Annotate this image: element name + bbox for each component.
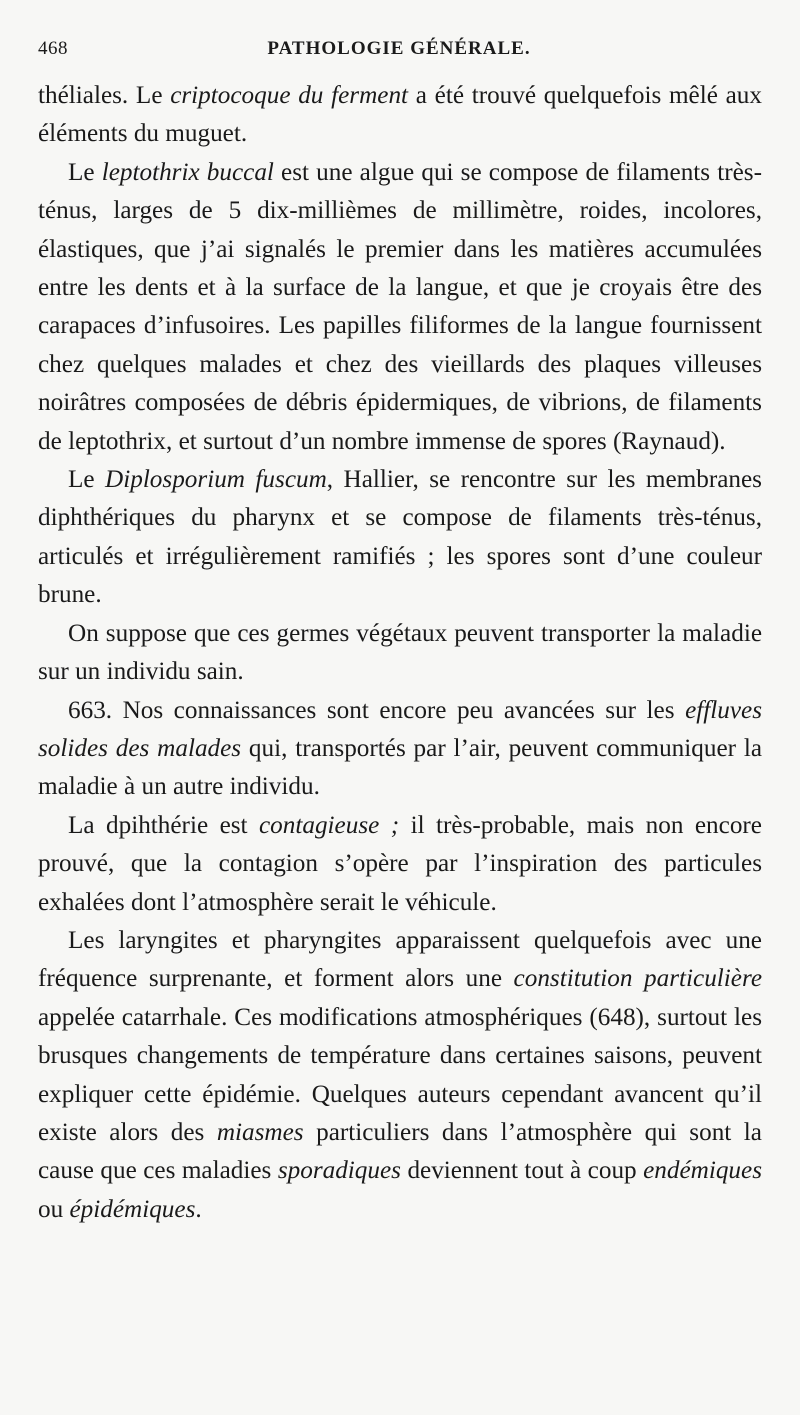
page-number: 468 — [38, 38, 68, 59]
page-header — [38, 30, 760, 66]
text-run: théliales. Le — [38, 82, 171, 109]
italic-term: sporadiques — [277, 1157, 401, 1185]
text-run: 663. Nos connaissances sont encore peu avancées sur les — [68, 696, 686, 724]
text-run: . — [195, 1195, 202, 1223]
italic-term: endémiques — [643, 1157, 763, 1185]
italic-term: contagieuse ; — [259, 811, 400, 839]
text-run: est une algue qui se compose de filaments très-ténus, larges de 5 dix-millièmes de millimètre, roides, incolores, élastiques, que j’ai signalés le premier dans les matières accumulées entre les dents et à la surface de la langue, et que je croyais être des carapaces d’infusoires. Les papilles filiformes de la langue fournissent chez quelques malades et chez des vieillards des plaques villeuses noirâtres composées de débris épidermiques, de vibrions, de filaments de leptothrix, et surtout d’un nombre immense de spores (Raynaud). — [38, 158, 762, 455]
italic-term: criptocoque du ferment — [170, 82, 409, 109]
text-run: deviennent tout à coup — [400, 1157, 644, 1185]
italic-term: épidémiques — [69, 1195, 196, 1223]
text-run: qui, transportés par l’air, peuvent communiquer la maladie à un autre individu. — [38, 734, 763, 801]
italic-term: constitution particulière — [513, 965, 763, 993]
italic-term: Diplosporium fuscum — [105, 466, 327, 494]
text-run: La dpihthérie est — [68, 811, 259, 839]
paragraph-7 — [38, 922, 762, 1229]
paragraph-2 — [38, 154, 762, 461]
text-run: , Hallier, se rencontre sur les membranes diphthériques du pharynx et se compose de filaments très-ténus, articulés et irrégulièrement ramifiés ; les spores sont d’une couleur brune. — [38, 466, 762, 609]
text-run: Le — [68, 466, 106, 494]
paragraph-6 — [38, 807, 762, 922]
text-run: a été trouvé quelquefois mêlé aux éléments du muguet. — [38, 82, 762, 148]
paragraph-3 — [38, 461, 762, 615]
paragraph-4 — [38, 615, 762, 692]
text-run: appelée catarrhale. Ces modifications atmosphériques (648), surtout les brusques changements de température dans certaines saisons, peuvent expliquer cette épidémie. Quelques auteurs cependant avancent qu’il existe alors des — [38, 1003, 762, 1146]
text-run: ou — [38, 1195, 70, 1223]
text-run: Le — [68, 158, 102, 186]
running-title: PATHOLOGIE GÉNÉRALE. — [267, 38, 531, 59]
text-run: particuliers dans l’atmosphère qui sont la cause que ces maladies — [38, 1118, 762, 1185]
italic-term: effluves solides des malades — [38, 696, 762, 762]
paragraph-1 — [38, 77, 762, 154]
paragraph-5 — [38, 692, 762, 807]
text-run: On suppose que ces germes végétaux peuvent transporter la maladie sur un individu sain. — [38, 619, 762, 686]
body-text — [38, 77, 762, 1229]
text-run: Les laryngites et pharyngites apparaissent quelquefois avec une fréquence surprenante, et forment alors une — [38, 926, 762, 993]
italic-term: miasmes — [216, 1118, 304, 1146]
text-run: il très-probable, mais non encore prouvé, que la contagion s’opère par l’inspiration des particules exhalées dont l’atmosphère serait le véhicule. — [38, 811, 762, 916]
italic-term: leptothrix buccal — [101, 158, 274, 186]
